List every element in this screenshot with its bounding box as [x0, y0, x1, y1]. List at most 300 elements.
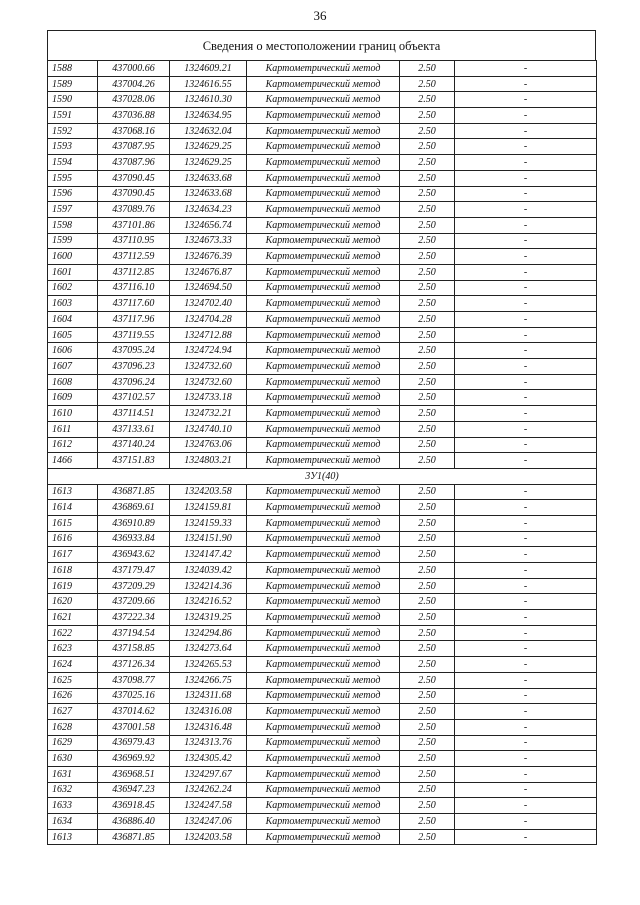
description-cell: -: [455, 657, 597, 673]
accuracy-cell: 2.50: [400, 751, 455, 767]
description-cell: -: [455, 672, 597, 688]
point-number: 1589: [48, 76, 98, 92]
method-cell: Картометрический метод: [247, 186, 400, 202]
accuracy-cell: 2.50: [400, 108, 455, 124]
point-number: 1598: [48, 217, 98, 233]
table-row: [48, 814, 597, 830]
table-row: [48, 704, 597, 720]
table-row: [48, 766, 597, 782]
coordinate-y: 1324311.68: [170, 688, 247, 704]
coordinate-y: 1324266.75: [170, 672, 247, 688]
method-cell: Картометрический метод: [247, 610, 400, 626]
description-cell: -: [455, 625, 597, 641]
coordinate-y: 1324763.06: [170, 437, 247, 453]
coordinate-y: 1324732.21: [170, 406, 247, 422]
description-cell: -: [455, 641, 597, 657]
table-row: [48, 108, 597, 124]
coordinate-y: 1324313.76: [170, 735, 247, 751]
method-cell: Картометрический метод: [247, 594, 400, 610]
group1-rows: [48, 61, 597, 469]
accuracy-cell: 2.50: [400, 61, 455, 77]
table-row: [48, 76, 597, 92]
description-cell: -: [455, 735, 597, 751]
accuracy-cell: 2.50: [400, 92, 455, 108]
description-cell: -: [455, 782, 597, 798]
point-number: 1622: [48, 625, 98, 641]
method-cell: Картометрический метод: [247, 390, 400, 406]
coordinate-x: 436871.85: [98, 484, 170, 500]
description-cell: -: [455, 296, 597, 312]
method-cell: Картометрический метод: [247, 704, 400, 720]
coordinate-y: 1324733.18: [170, 390, 247, 406]
point-number: 1604: [48, 312, 98, 328]
description-cell: -: [455, 327, 597, 343]
table-row: [48, 610, 597, 626]
method-cell: Картометрический метод: [247, 829, 400, 845]
table-row: [48, 782, 597, 798]
coordinate-y: 1324740.10: [170, 421, 247, 437]
coordinate-x: 437140.24: [98, 437, 170, 453]
table-row: [48, 531, 597, 547]
description-cell: -: [455, 139, 597, 155]
coordinate-y: 1324634.23: [170, 202, 247, 218]
table-row: [48, 625, 597, 641]
accuracy-cell: 2.50: [400, 359, 455, 375]
accuracy-cell: 2.50: [400, 610, 455, 626]
table-row: [48, 155, 597, 171]
coordinate-y: 1324676.87: [170, 264, 247, 280]
coordinate-y: 1324732.60: [170, 374, 247, 390]
group-label: 3У1(40): [48, 468, 597, 484]
description-cell: -: [455, 170, 597, 186]
description-cell: -: [455, 829, 597, 845]
coordinate-y: 1324159.81: [170, 500, 247, 516]
coordinate-y: 1324247.58: [170, 798, 247, 814]
description-cell: -: [455, 61, 597, 77]
coordinate-y: 1324724.94: [170, 343, 247, 359]
table-row: [48, 500, 597, 516]
coordinate-y: 1324305.42: [170, 751, 247, 767]
coordinate-x: 437209.29: [98, 578, 170, 594]
table-row: [48, 170, 597, 186]
description-cell: -: [455, 484, 597, 500]
coordinate-y: 1324732.60: [170, 359, 247, 375]
accuracy-cell: 2.50: [400, 437, 455, 453]
point-number: 1612: [48, 437, 98, 453]
coordinate-x: 437068.16: [98, 123, 170, 139]
coordinate-x: 437112.59: [98, 249, 170, 265]
table-row: [48, 249, 597, 265]
coordinate-x: 437090.45: [98, 186, 170, 202]
table-row: [48, 672, 597, 688]
table-row: [48, 563, 597, 579]
method-cell: Картометрический метод: [247, 249, 400, 265]
description-cell: -: [455, 312, 597, 328]
coordinate-x: 436947.23: [98, 782, 170, 798]
accuracy-cell: 2.50: [400, 814, 455, 830]
accuracy-cell: 2.50: [400, 672, 455, 688]
description-cell: -: [455, 594, 597, 610]
method-cell: Картометрический метод: [247, 327, 400, 343]
coordinate-x: 436969.92: [98, 751, 170, 767]
method-cell: Картометрический метод: [247, 531, 400, 547]
method-cell: Картометрический метод: [247, 672, 400, 688]
point-number: 1605: [48, 327, 98, 343]
description-cell: -: [455, 751, 597, 767]
accuracy-cell: 2.50: [400, 374, 455, 390]
description-cell: -: [455, 421, 597, 437]
point-number: 1611: [48, 421, 98, 437]
accuracy-cell: 2.50: [400, 657, 455, 673]
point-number: 1620: [48, 594, 98, 610]
method-cell: Картометрический метод: [247, 657, 400, 673]
description-cell: -: [455, 798, 597, 814]
method-cell: Картометрический метод: [247, 484, 400, 500]
accuracy-cell: 2.50: [400, 249, 455, 265]
method-cell: Картометрический метод: [247, 547, 400, 563]
method-cell: Картометрический метод: [247, 437, 400, 453]
coordinate-y: 1324203.58: [170, 829, 247, 845]
point-number: 1603: [48, 296, 98, 312]
accuracy-cell: 2.50: [400, 688, 455, 704]
method-cell: Картометрический метод: [247, 782, 400, 798]
method-cell: Картометрический метод: [247, 814, 400, 830]
accuracy-cell: 2.50: [400, 735, 455, 751]
description-cell: -: [455, 814, 597, 830]
coordinate-x: 437112.85: [98, 264, 170, 280]
coordinates-table: [47, 60, 597, 845]
coordinate-y: 1324265.53: [170, 657, 247, 673]
coordinate-x: 437114.51: [98, 406, 170, 422]
point-number: 1608: [48, 374, 98, 390]
description-cell: -: [455, 233, 597, 249]
point-number: 1466: [48, 453, 98, 469]
point-number: 1623: [48, 641, 98, 657]
point-number: 1610: [48, 406, 98, 422]
accuracy-cell: 2.50: [400, 719, 455, 735]
description-cell: -: [455, 547, 597, 563]
coordinate-y: 1324634.95: [170, 108, 247, 124]
description-cell: -: [455, 500, 597, 516]
method-cell: Картометрический метод: [247, 359, 400, 375]
coordinate-y: 1324147.42: [170, 547, 247, 563]
coordinate-x: 437117.60: [98, 296, 170, 312]
description-cell: -: [455, 186, 597, 202]
accuracy-cell: 2.50: [400, 202, 455, 218]
point-number: 1602: [48, 280, 98, 296]
table-row: [48, 421, 597, 437]
table-row: [48, 390, 597, 406]
coordinate-y: 1324610.30: [170, 92, 247, 108]
method-cell: Картометрический метод: [247, 296, 400, 312]
point-number: 1606: [48, 343, 98, 359]
coordinate-x: 437095.24: [98, 343, 170, 359]
accuracy-cell: 2.50: [400, 390, 455, 406]
accuracy-cell: 2.50: [400, 406, 455, 422]
coordinate-x: 437089.76: [98, 202, 170, 218]
table-row: [48, 202, 597, 218]
method-cell: Картометрический метод: [247, 688, 400, 704]
method-cell: Картометрический метод: [247, 735, 400, 751]
point-number: 1627: [48, 704, 98, 720]
point-number: 1591: [48, 108, 98, 124]
coordinate-x: 436886.40: [98, 814, 170, 830]
coordinate-y: 1324214.36: [170, 578, 247, 594]
table-row: [48, 233, 597, 249]
table-row: [48, 217, 597, 233]
method-cell: Картометрический метод: [247, 374, 400, 390]
table-row: [48, 312, 597, 328]
boundary-sheet: [47, 30, 596, 845]
table-row: [48, 186, 597, 202]
coordinate-y: 1324629.25: [170, 155, 247, 171]
point-number: 1599: [48, 233, 98, 249]
method-cell: Картометрический метод: [247, 312, 400, 328]
accuracy-cell: 2.50: [400, 139, 455, 155]
accuracy-cell: 2.50: [400, 766, 455, 782]
point-number: 1616: [48, 531, 98, 547]
accuracy-cell: 2.50: [400, 500, 455, 516]
accuracy-cell: 2.50: [400, 782, 455, 798]
point-number: 1595: [48, 170, 98, 186]
coordinate-x: 437004.26: [98, 76, 170, 92]
table-row: [48, 139, 597, 155]
accuracy-cell: 2.50: [400, 594, 455, 610]
point-number: 1631: [48, 766, 98, 782]
coordinate-x: 437119.55: [98, 327, 170, 343]
table-row: [48, 343, 597, 359]
coordinate-y: 1324694.50: [170, 280, 247, 296]
method-cell: Картометрический метод: [247, 61, 400, 77]
coordinate-y: 1324633.68: [170, 186, 247, 202]
accuracy-cell: 2.50: [400, 155, 455, 171]
accuracy-cell: 2.50: [400, 217, 455, 233]
method-cell: Картометрический метод: [247, 343, 400, 359]
coordinate-y: 1324247.06: [170, 814, 247, 830]
point-number: 1630: [48, 751, 98, 767]
method-cell: Картометрический метод: [247, 108, 400, 124]
description-cell: -: [455, 719, 597, 735]
description-cell: -: [455, 437, 597, 453]
coordinate-y: 1324316.08: [170, 704, 247, 720]
point-number: 1621: [48, 610, 98, 626]
description-cell: -: [455, 766, 597, 782]
description-cell: -: [455, 280, 597, 296]
table-row: [48, 374, 597, 390]
section-title: Сведения о местоположении границ объекта: [47, 30, 596, 60]
point-number: 1628: [48, 719, 98, 735]
table-row: [48, 829, 597, 845]
method-cell: Картометрический метод: [247, 578, 400, 594]
table-row: [48, 578, 597, 594]
description-cell: -: [455, 76, 597, 92]
description-cell: -: [455, 217, 597, 233]
coordinate-x: 437028.06: [98, 92, 170, 108]
coordinate-y: 1324203.58: [170, 484, 247, 500]
point-number: 1618: [48, 563, 98, 579]
coordinate-x: 437098.77: [98, 672, 170, 688]
method-cell: Картометрический метод: [247, 233, 400, 249]
point-number: 1632: [48, 782, 98, 798]
method-cell: Картометрический метод: [247, 719, 400, 735]
coordinate-x: 437151.83: [98, 453, 170, 469]
coordinate-x: 437116.10: [98, 280, 170, 296]
accuracy-cell: 2.50: [400, 233, 455, 249]
method-cell: Картометрический метод: [247, 766, 400, 782]
method-cell: Картометрический метод: [247, 170, 400, 186]
accuracy-cell: 2.50: [400, 343, 455, 359]
point-number: 1597: [48, 202, 98, 218]
coordinate-x: 437133.61: [98, 421, 170, 437]
description-cell: -: [455, 578, 597, 594]
method-cell: Картометрический метод: [247, 155, 400, 171]
accuracy-cell: 2.50: [400, 186, 455, 202]
description-cell: -: [455, 406, 597, 422]
table-row: [48, 688, 597, 704]
point-number: 1624: [48, 657, 98, 673]
coordinate-y: 1324151.90: [170, 531, 247, 547]
point-number: 1615: [48, 515, 98, 531]
point-number: 1613: [48, 484, 98, 500]
accuracy-cell: 2.50: [400, 264, 455, 280]
table-row: [48, 437, 597, 453]
coordinate-x: 436943.62: [98, 547, 170, 563]
coordinate-y: 1324629.25: [170, 139, 247, 155]
table-row: [48, 327, 597, 343]
description-cell: -: [455, 359, 597, 375]
description-cell: -: [455, 343, 597, 359]
coordinate-x: 437102.57: [98, 390, 170, 406]
description-cell: -: [455, 515, 597, 531]
method-cell: Картометрический метод: [247, 217, 400, 233]
point-number: 1600: [48, 249, 98, 265]
table-row: [48, 61, 597, 77]
accuracy-cell: 2.50: [400, 704, 455, 720]
coordinate-y: 1324704.28: [170, 312, 247, 328]
table-row: [48, 641, 597, 657]
accuracy-cell: 2.50: [400, 829, 455, 845]
group2-rows: [48, 484, 597, 845]
accuracy-cell: 2.50: [400, 421, 455, 437]
table-row: [48, 719, 597, 735]
coordinate-x: 437087.95: [98, 139, 170, 155]
accuracy-cell: 2.50: [400, 170, 455, 186]
coordinate-x: 436979.43: [98, 735, 170, 751]
coordinate-x: 437110.95: [98, 233, 170, 249]
point-number: 1629: [48, 735, 98, 751]
point-number: 1619: [48, 578, 98, 594]
point-number: 1592: [48, 123, 98, 139]
method-cell: Картометрический метод: [247, 421, 400, 437]
accuracy-cell: 2.50: [400, 76, 455, 92]
coordinate-y: 1324676.39: [170, 249, 247, 265]
coordinate-y: 1324316.48: [170, 719, 247, 735]
point-number: 1626: [48, 688, 98, 704]
table-row: [48, 735, 597, 751]
method-cell: Картометрический метод: [247, 264, 400, 280]
method-cell: Картометрический метод: [247, 139, 400, 155]
table-row: [48, 751, 597, 767]
point-number: 1614: [48, 500, 98, 516]
coordinate-x: 436910.89: [98, 515, 170, 531]
description-cell: -: [455, 453, 597, 469]
point-number: 1609: [48, 390, 98, 406]
coordinate-x: 437158.85: [98, 641, 170, 657]
coordinate-y: 1324616.55: [170, 76, 247, 92]
coordinate-x: 436871.85: [98, 829, 170, 845]
table-row: [48, 296, 597, 312]
description-cell: -: [455, 92, 597, 108]
method-cell: Картометрический метод: [247, 76, 400, 92]
accuracy-cell: 2.50: [400, 484, 455, 500]
point-number: 1588: [48, 61, 98, 77]
accuracy-cell: 2.50: [400, 547, 455, 563]
coordinate-x: 437025.16: [98, 688, 170, 704]
accuracy-cell: 2.50: [400, 798, 455, 814]
coordinate-y: 1324803.21: [170, 453, 247, 469]
point-number: 1617: [48, 547, 98, 563]
coordinate-x: 437001.58: [98, 719, 170, 735]
point-number: 1601: [48, 264, 98, 280]
coordinate-x: 437036.88: [98, 108, 170, 124]
accuracy-cell: 2.50: [400, 280, 455, 296]
table-row: [48, 594, 597, 610]
point-number: 1634: [48, 814, 98, 830]
table-row: [48, 484, 597, 500]
coordinate-y: 1324216.52: [170, 594, 247, 610]
accuracy-cell: 2.50: [400, 312, 455, 328]
table-row: [48, 798, 597, 814]
coordinate-x: 437126.34: [98, 657, 170, 673]
description-cell: -: [455, 123, 597, 139]
description-cell: -: [455, 610, 597, 626]
coordinate-y: 1324656.74: [170, 217, 247, 233]
point-number: 1625: [48, 672, 98, 688]
coordinate-x: 437000.66: [98, 61, 170, 77]
coordinate-y: 1324632.04: [170, 123, 247, 139]
coordinate-y: 1324702.40: [170, 296, 247, 312]
accuracy-cell: 2.50: [400, 531, 455, 547]
point-number: 1607: [48, 359, 98, 375]
group-separator: [48, 468, 597, 484]
coordinate-x: 437096.23: [98, 359, 170, 375]
accuracy-cell: 2.50: [400, 123, 455, 139]
point-number: 1593: [48, 139, 98, 155]
table-row: [48, 547, 597, 563]
description-cell: -: [455, 155, 597, 171]
accuracy-cell: 2.50: [400, 515, 455, 531]
description-cell: -: [455, 374, 597, 390]
table-row: [48, 515, 597, 531]
table-row: [48, 92, 597, 108]
method-cell: Картометрический метод: [247, 515, 400, 531]
coordinate-x: 437117.96: [98, 312, 170, 328]
accuracy-cell: 2.50: [400, 563, 455, 579]
table-row: [48, 657, 597, 673]
coordinate-y: 1324712.88: [170, 327, 247, 343]
coordinate-x: 436918.45: [98, 798, 170, 814]
coordinate-y: 1324039.42: [170, 563, 247, 579]
coordinate-x: 437090.45: [98, 170, 170, 186]
coordinate-y: 1324319.25: [170, 610, 247, 626]
coordinate-x: 437096.24: [98, 374, 170, 390]
description-cell: -: [455, 704, 597, 720]
coordinate-x: 436869.61: [98, 500, 170, 516]
description-cell: -: [455, 249, 597, 265]
table-row: [48, 406, 597, 422]
description-cell: -: [455, 108, 597, 124]
accuracy-cell: 2.50: [400, 296, 455, 312]
